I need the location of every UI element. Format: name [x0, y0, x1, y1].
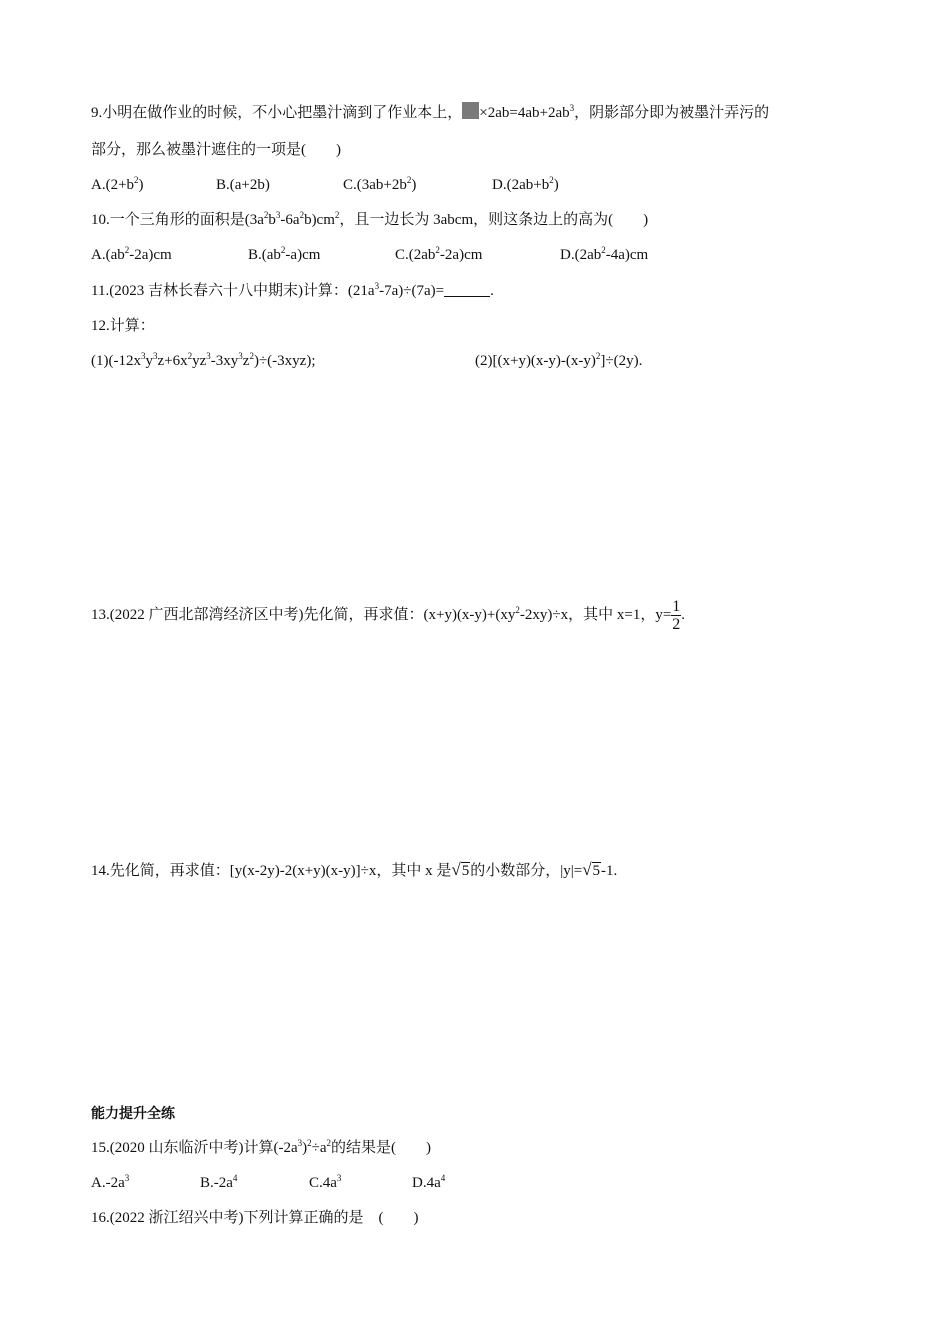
- question-15: 15.(2020 山东临沂中考)计算$(-2a^3)^2\div a^2$的结果是( ): [91, 1138, 432, 1156]
- question-12-part2: $(2)[(x+y)(x-y)-(x-y)^2]\div(2y)$.: [475, 351, 643, 369]
- q15-option-b[interactable]: $B.-2a^4$: [200, 1173, 238, 1191]
- q10-option-d[interactable]: $D.(2ab^2-4a)cm$: [560, 245, 649, 263]
- ink-blot: [462, 102, 479, 119]
- sqrt-5-second: √5: [582, 860, 601, 879]
- question-13: 13.(2022 广西北部湾经济区中考)先化简，再求值：$(x+y)(x-y)+(xy^2-2xy)\div x$，其中 x=1，y= $\frac{1}{2}$ .: [91, 598, 686, 634]
- sqrt-5: √5: [451, 860, 470, 879]
- answer-blank[interactable]: [444, 282, 490, 297]
- fraction-one-half: $\frac{1}{2}$: [672, 598, 681, 634]
- q9-text-pre: 9.小明在做作业的时候，不小心把墨汁滴到了作业本上，: [91, 105, 463, 121]
- q15-option-d[interactable]: $D.4a^4$: [412, 1173, 446, 1191]
- question-11: 11.(2023 吉林长春六十八中期末)计算：$(21a^3-7a)\div(7a)=$ .: [91, 281, 494, 299]
- question-9-line2: 部分，那么被墨汁遮住的一项是( ): [91, 142, 341, 158]
- q10-option-a[interactable]: $A.(ab^2-2a)cm$: [91, 245, 172, 263]
- q9-option-c[interactable]: $C.(3ab+2b^2)$: [343, 175, 417, 193]
- q9-equation: ×2ab=4ab+2ab: [479, 105, 570, 121]
- q9-text-post: ，阴影部分即为被墨汁弄污的: [574, 105, 770, 121]
- q9-option-a[interactable]: $A.(2+b^2)$: [91, 175, 144, 193]
- q15-option-c[interactable]: $C.4a^3$: [309, 1173, 342, 1191]
- q9-option-b[interactable]: B.(a+2b): [216, 177, 270, 193]
- q10-option-c[interactable]: $C.(2ab^2-2a)cm$: [395, 245, 483, 263]
- question-14: 14.先化简，再求值：[y(x-2y)-2(x+y)(x-y)]÷x，其中 x 是√5的小数部分，|y|=√5-1.: [91, 858, 617, 883]
- q10-option-b[interactable]: $B.(ab^2-a)cm$: [248, 245, 321, 263]
- q9-option-d[interactable]: $D.(2ab+b^2)$: [492, 175, 559, 193]
- question-12-title: 12.计算：: [91, 318, 155, 334]
- question-10: 10.一个三角形的面积是$(3a^2b^3-6a^2b)cm^2$，且一边长为 3abcm，则这条边上的高为( ): [91, 210, 649, 228]
- q15-option-a[interactable]: $A.-2a^3$: [91, 1173, 130, 1191]
- question-9-line1: [91, 102, 769, 123]
- section-heading: 能力提升全练: [91, 1106, 175, 1122]
- question-12-part1: $(1)(-12x^3y^3z+6x^2yz^3-3xy^3z^2)\div(-3xyz)$;: [91, 351, 316, 369]
- q9-equation-exponent: 3: [569, 103, 575, 113]
- question-16: 16.(2022 浙江绍兴中考)下列计算正确的是 ( ): [91, 1210, 419, 1226]
